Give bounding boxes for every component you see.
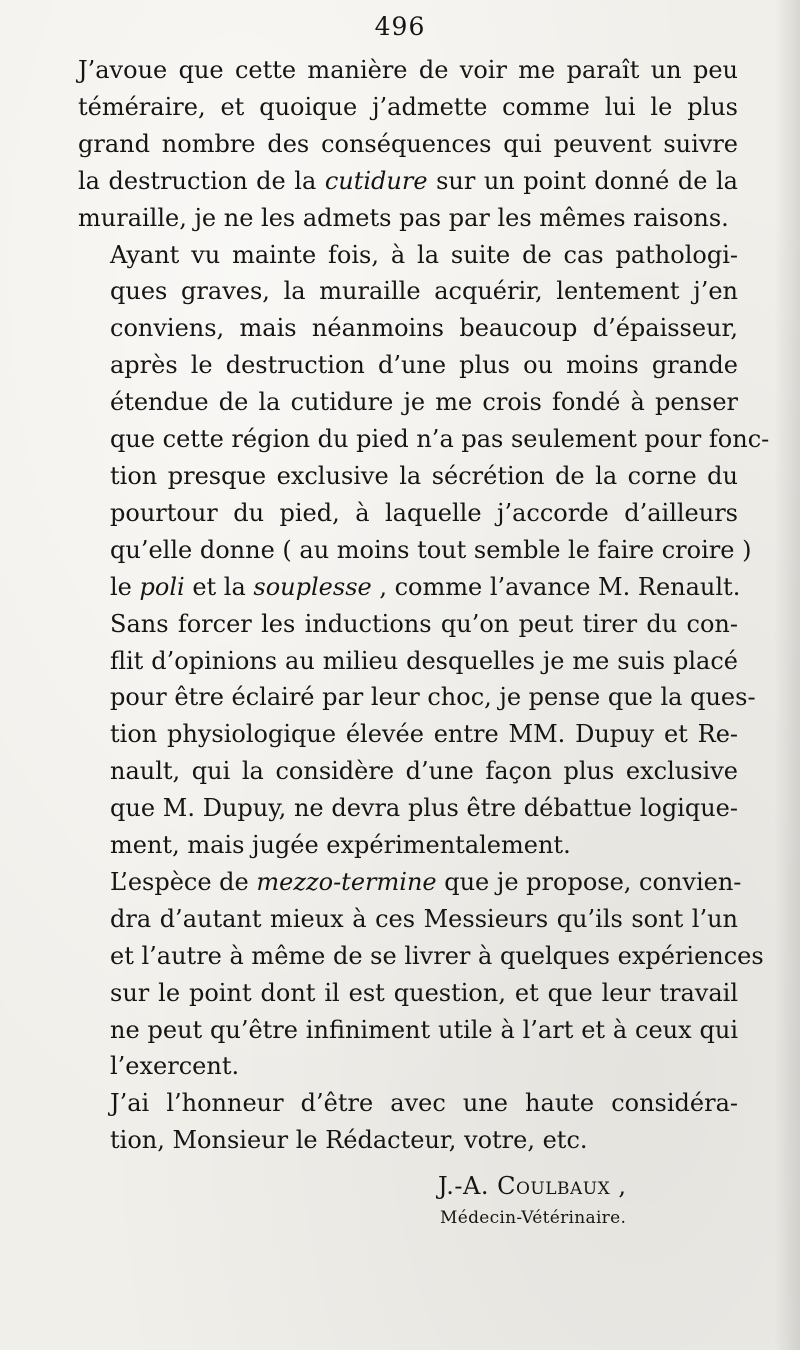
paragraph — [78, 606, 756, 864]
text-line: conviens, mais néanmoins beaucoup d’épaisseur, — [110, 314, 738, 343]
paragraph — [78, 1085, 738, 1159]
text-line: grand nombre des conséquences qui peuvent suivre — [78, 129, 738, 158]
text-segment: , comme l’avance M. Renault. — [371, 572, 741, 601]
text-line: tion presque exclusive la sécrétion de la corne du — [110, 461, 738, 490]
text-line: après le destruction d’une plus ou moins grande — [110, 351, 738, 380]
paragraph — [78, 237, 770, 606]
text-segment: que je propose, convien- — [436, 867, 742, 896]
text-segment: et la — [184, 572, 254, 601]
text-segment: la destruction de la — [78, 166, 325, 195]
text-line — [78, 569, 741, 606]
body-text — [78, 52, 770, 1159]
text-line: que M. Dupuy, ne devra plus être débattue logique- — [110, 794, 738, 823]
text-line: ques graves, la muraille acquérir, lentement j’en — [110, 277, 738, 306]
page-edge-shadow — [774, 0, 800, 1350]
text-segment: sur un point donné de la — [427, 166, 738, 195]
text-line: pourtour du pied, à laquelle j’accorde d’ailleurs — [110, 498, 738, 527]
text-line: sur le point dont il est question, et que leur travail — [110, 978, 738, 1007]
text-line: ment, mais jugée expérimentalement. — [110, 831, 571, 860]
text-line: pour être éclairé par leur choc, je pense que la ques- — [110, 683, 756, 712]
text-line: dra d’autant mieux à ces Messieurs qu’ils sont l’un — [110, 904, 738, 933]
italic-term: cutidure — [324, 166, 428, 195]
italic-term: mezzo-termine — [256, 867, 437, 896]
text-line: étendue de la cutidure je me crois fondé à penser — [110, 388, 738, 417]
text-line: tion, Monsieur le Rédacteur, votre, etc. — [110, 1126, 588, 1155]
text-line: flit d’opinions au milieu desquelles je me suis placé — [110, 646, 738, 675]
text-segment: L’espèce de — [110, 867, 257, 896]
paragraph — [78, 52, 738, 237]
text-line: Sans forcer les inductions qu’on peut tirer du con- — [110, 609, 738, 638]
text-line: nault, qui la considère d’une façon plus exclusive — [110, 757, 738, 786]
text-line — [78, 163, 738, 200]
text-line: téméraire, et quoique j’admette comme lui le plus — [78, 92, 738, 121]
paragraph — [78, 864, 764, 1085]
italic-term: poli — [139, 572, 185, 601]
author-title: Médecin-Vétérinaire. — [440, 1208, 627, 1228]
text-line: muraille, je ne les admets pas par les mêmes raisons. — [78, 203, 729, 232]
text-line: qu’elle donne ( au moins tout semble le faire croire ) — [110, 535, 752, 564]
text-line: ne peut qu’être infiniment utile à l’art et à ceux qui — [110, 1015, 738, 1044]
signature-surname: Coulbaux — [497, 1172, 611, 1200]
text-line: que cette région du pied n’a pas seulement pour fonc- — [110, 425, 770, 454]
italic-term: souplesse — [253, 572, 372, 601]
text-line: Ayant vu mainte fois, à la suite de cas pathologi- — [110, 240, 738, 269]
signature — [438, 1172, 626, 1200]
text-line: J’ai l’honneur d’être avec une haute considéra- — [110, 1089, 738, 1118]
text-line: et l’autre à même de se livrer à quelques expériences — [110, 941, 764, 970]
text-line: J’avoue que cette manière de voir me paraît un peu — [78, 56, 738, 84]
text-segment: le — [110, 572, 140, 601]
signature-initials: J.-A. — [438, 1172, 498, 1200]
text-line: l’exercent. — [110, 1052, 240, 1081]
page-number: 496 — [374, 12, 426, 41]
signature-trailing: , — [610, 1172, 627, 1200]
text-line: tion physiologique élevée entre MM. Dupuy et Re- — [110, 720, 738, 749]
text-line — [78, 864, 742, 901]
